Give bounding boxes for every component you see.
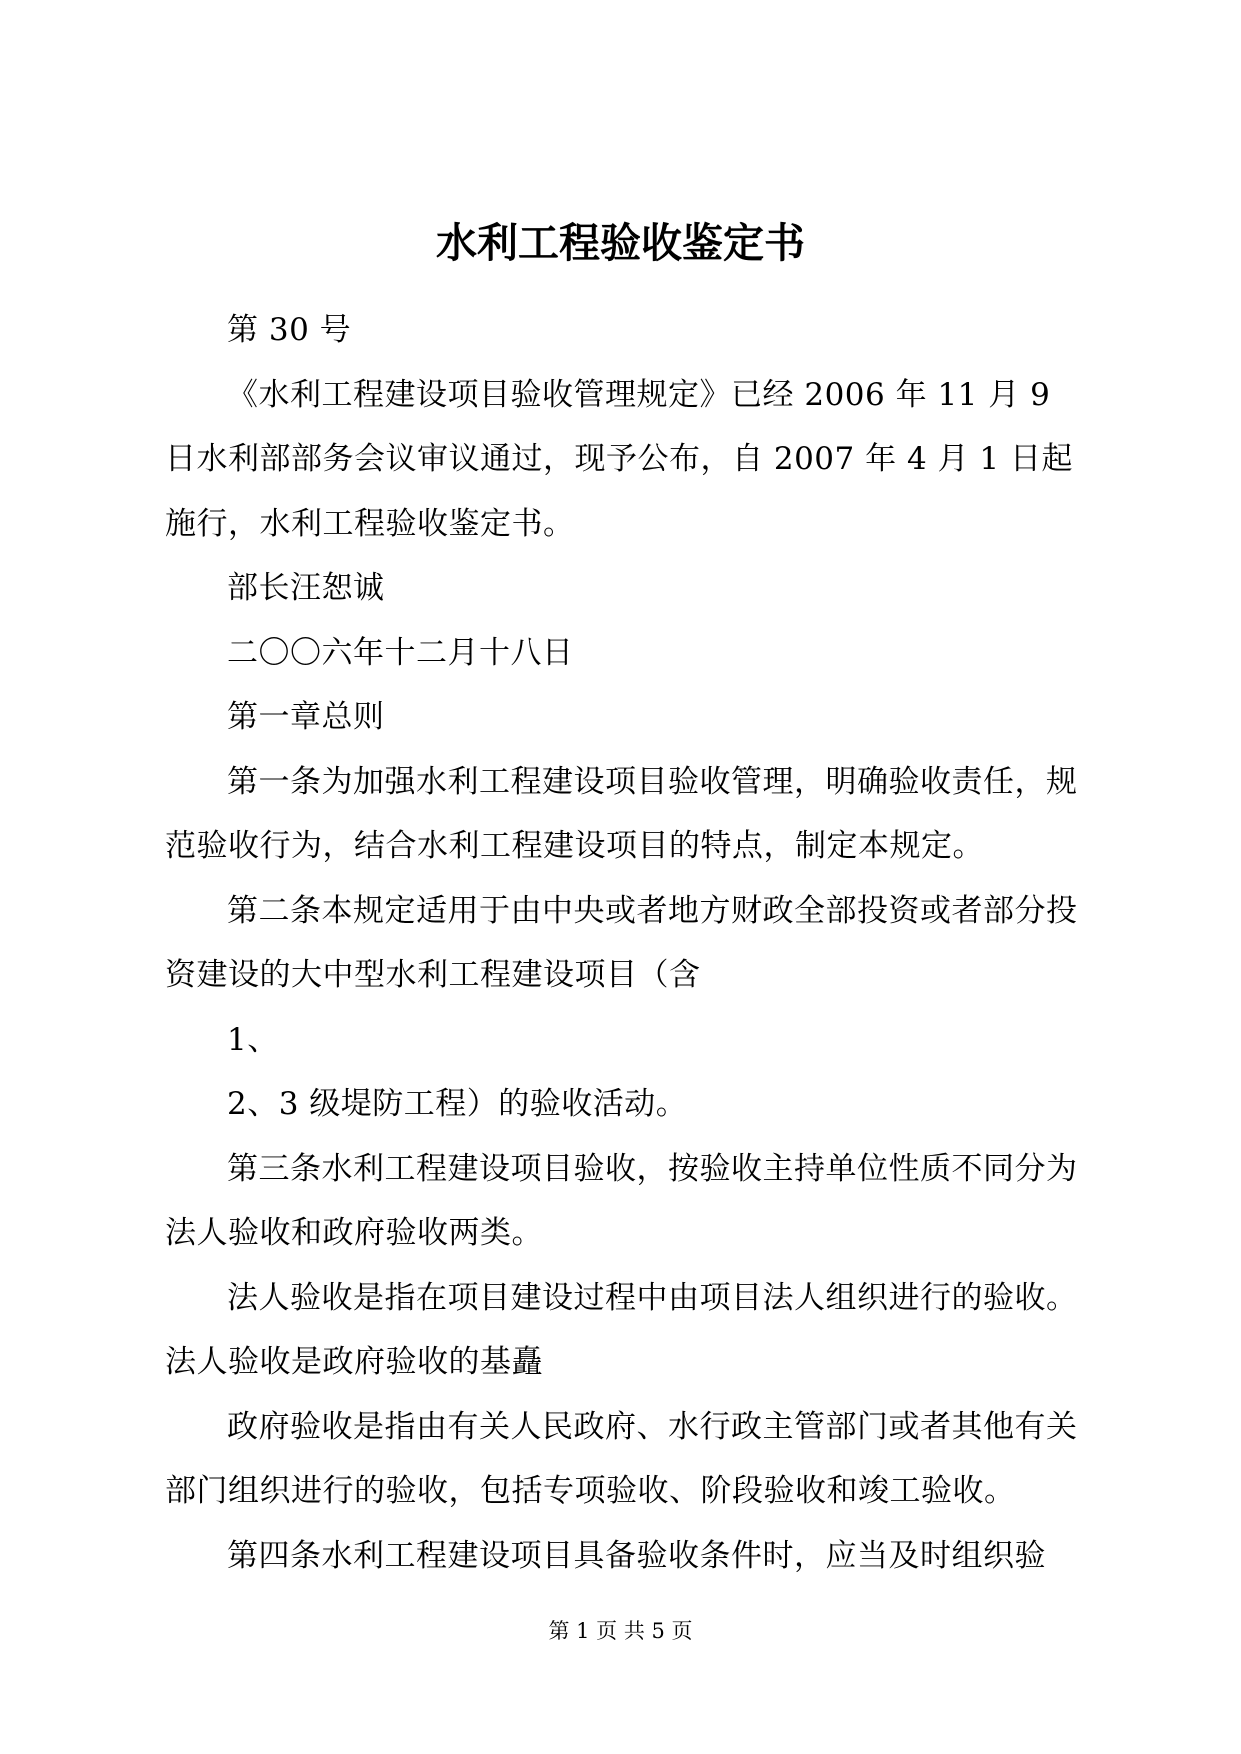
paragraph-government-acceptance: 政府验收是指由有关人民政府、水行政主管部门或者其他有关部门组织进行的验收，包括专项验收、阶段验收和竣工验收。 (165, 1408, 1078, 1509)
paragraph-chapter-heading: 第一章总则 (227, 699, 385, 735)
paragraph-article-1: 第一条为加强水利工程建设项目验收管理，明确验收责任，规范验收行为，结合水利工程建设项目的特点，制定本规定。 (165, 763, 1078, 864)
page-footer: 第 1 页 共 5 页 (548, 1619, 693, 1643)
paragraph-minister: 部长汪恕诚 (227, 570, 385, 606)
paragraph-article-2: 第二条本规定适用于由中央或者地方财政全部投资或者部分投资建设的大中型水利工程建设项目（含 (165, 892, 1078, 993)
paragraph-list-item-2: 2、3 级堤防工程）的验收活动。 (227, 1086, 688, 1122)
document-title: 水利工程验收鉴定书 (436, 219, 805, 267)
paragraph-article-3: 第三条水利工程建设项目验收，按验收主持单位性质不同分为法人验收和政府验收两类。 (165, 1150, 1078, 1251)
paragraph-list-item-1: 1、 (227, 1021, 279, 1058)
paragraph-article-4: 第四条水利工程建设项目具备验收条件时，应当及时组织验 (227, 1537, 1046, 1574)
paragraph-legal-person-acceptance: 法人验收是指在项目建设过程中由项目法人组织进行的验收。法人验收是政府验收的基矗 (165, 1279, 1078, 1380)
paragraph-date: 二〇〇六年十二月十八日 (227, 634, 574, 671)
document-body (165, 298, 1085, 1588)
paragraph-decree-number: 第 30 号 (227, 312, 352, 348)
paragraph-announcement: 《水利工程建设项目验收管理规定》已经 2006 年 11 月 9 日水利部部务会议审议通过，现予公布，自 2007 年 4 月 1 日起施行，水利工程验收鉴定书。 (165, 376, 1073, 542)
